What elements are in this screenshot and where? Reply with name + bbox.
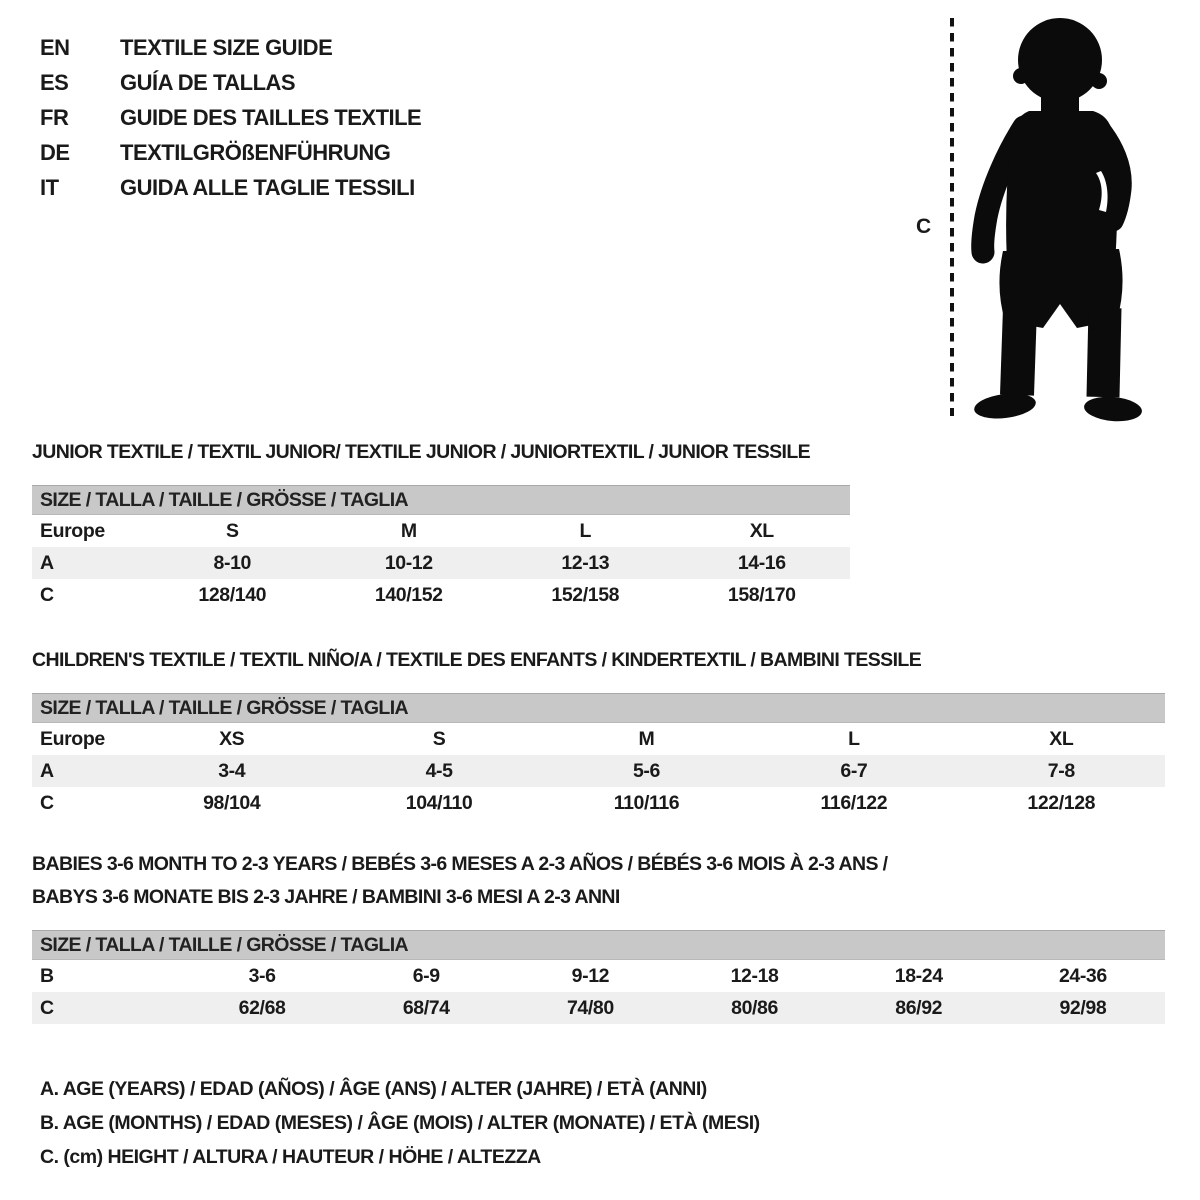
size-cell: L [579, 519, 591, 542]
size-cell: XL [1049, 727, 1074, 750]
table-row [32, 723, 1165, 755]
legend-line-b: B. AGE (MONTHS) / EDAD (MESES) / ÂGE (MOIS) / ALTER (MONATE) / ETÀ (MESI) [40, 1112, 760, 1134]
age-cell: 12-18 [730, 964, 779, 987]
height-measure-label: C [916, 215, 932, 238]
section-title-line-2: BABYS 3-6 MONATE BIS 2-3 JAHRE / BAMBINI 3-6 MESI A 2-3 ANNI [32, 886, 620, 908]
age-cell: 3-6 [248, 964, 276, 987]
age-cell: 5-6 [632, 759, 660, 782]
age-cell: 18-24 [894, 964, 943, 987]
legend-line-c: C. (cm) HEIGHT / ALTURA / HAUTEUR / HÖHE / ALTEZZA [40, 1146, 541, 1168]
size-table-header: SIZE / TALLA / TAILLE / GRÖSSE / TAGLIA [32, 693, 1165, 723]
table-row [32, 992, 1165, 1024]
guide-title-es: GUÍA DE TALLAS [120, 70, 296, 95]
language-code: IT [40, 175, 59, 200]
height-cell: 110/116 [613, 791, 680, 814]
section-children-textile [32, 644, 1165, 819]
guide-title-fr: GUIDE DES TAILLES TEXTILE [120, 105, 422, 130]
size-cell: L [848, 727, 860, 750]
height-cell: 152/158 [551, 583, 620, 606]
guide-title-it: GUIDA ALLE TAGLIE TESSILI [120, 175, 415, 200]
size-table-junior [32, 515, 850, 611]
section-title-line-1: BABIES 3-6 MONTH TO 2-3 YEARS / BEBÉS 3-6 MESES A 2-3 AÑOS / BÉBÉS 3-6 MOIS À 2-3 ANS / [32, 853, 888, 875]
height-cell: 104/110 [405, 791, 473, 814]
age-cell: 6-7 [840, 759, 868, 782]
language-code: DE [40, 140, 70, 165]
height-cell: 158/170 [727, 583, 796, 606]
height-cell: 62/68 [238, 996, 286, 1019]
height-cell: 92/98 [1059, 996, 1107, 1019]
height-cell: 98/104 [203, 791, 261, 814]
size-table-babies [32, 960, 1165, 1024]
age-cell: 14-16 [737, 551, 786, 574]
age-cell: 12-13 [561, 551, 610, 574]
size-table-children [32, 723, 1165, 819]
age-cell: 4-5 [425, 759, 453, 782]
language-title-list [40, 30, 421, 205]
legend-line-a: A. AGE (YEARS) / EDAD (AÑOS) / ÂGE (ANS) / ALTER (JAHRE) / ETÀ (ANNI) [40, 1078, 707, 1100]
row-label: Europe [40, 519, 105, 542]
height-cell: 116/122 [820, 791, 888, 814]
table-row [32, 787, 1165, 819]
height-cell: 68/74 [402, 996, 450, 1019]
age-cell: 3-4 [218, 759, 246, 782]
size-cell: S [432, 727, 446, 750]
size-cell: XL [749, 519, 774, 542]
toddler-silhouette-icon [905, 10, 1160, 425]
size-table-header: SIZE / TALLA / TAILLE / GRÖSSE / TAGLIA [32, 485, 850, 515]
section-title [32, 848, 1165, 914]
language-row-it [40, 170, 421, 205]
height-cell: 122/128 [1027, 791, 1096, 814]
guide-title-en: TEXTILE SIZE GUIDE [120, 35, 333, 60]
language-code: ES [40, 70, 69, 95]
age-cell: 9-12 [571, 964, 610, 987]
language-code: EN [40, 35, 70, 60]
height-cell: 80/86 [731, 996, 778, 1019]
section-title: CHILDREN'S TEXTILE / TEXTIL NIÑO/A / TEXTILE DES ENFANTS / KINDERTEXTIL / BAMBINI TESSILE [32, 649, 922, 671]
guide-title-de: TEXTILGRÖßENFÜHRUNG [120, 140, 391, 165]
age-cell: 10-12 [384, 551, 433, 574]
language-row-fr [40, 100, 421, 135]
table-row [32, 547, 850, 579]
age-cell: 24-36 [1058, 964, 1107, 987]
language-code: FR [40, 105, 69, 130]
age-cell: 8-10 [213, 551, 251, 574]
size-cell: M [638, 727, 655, 750]
age-cell: 6-9 [412, 964, 440, 987]
size-table-header: SIZE / TALLA / TAILLE / GRÖSSE / TAGLIA [32, 930, 1165, 960]
footnote-legend [40, 1072, 760, 1174]
size-cell: S [225, 519, 239, 542]
table-row [32, 579, 850, 611]
row-label: C [40, 583, 54, 606]
row-label: C [40, 791, 54, 814]
size-cell: M [400, 519, 417, 542]
row-label: A [40, 759, 54, 782]
language-row-en [40, 30, 421, 65]
table-row [32, 755, 1165, 787]
row-label: C [40, 996, 54, 1019]
height-cell: 74/80 [566, 996, 614, 1019]
height-cell: 140/152 [374, 583, 443, 606]
language-row-es [40, 65, 421, 100]
language-row-de [40, 135, 421, 170]
row-label: B [40, 964, 54, 987]
height-figure [905, 10, 1160, 425]
height-cell: 86/92 [895, 996, 943, 1019]
section-babies-textile [32, 848, 1165, 1024]
section-title: JUNIOR TEXTILE / TEXTIL JUNIOR/ TEXTILE JUNIOR / JUNIORTEXTIL / JUNIOR TESSILE [32, 441, 811, 463]
height-cell: 128/140 [198, 583, 267, 606]
table-row [32, 515, 850, 547]
section-junior-textile [32, 436, 850, 611]
row-label: A [40, 551, 54, 574]
table-row [32, 960, 1165, 992]
age-cell: 7-8 [1047, 759, 1075, 782]
size-cell: XS [219, 727, 245, 750]
row-label: Europe [40, 727, 105, 750]
